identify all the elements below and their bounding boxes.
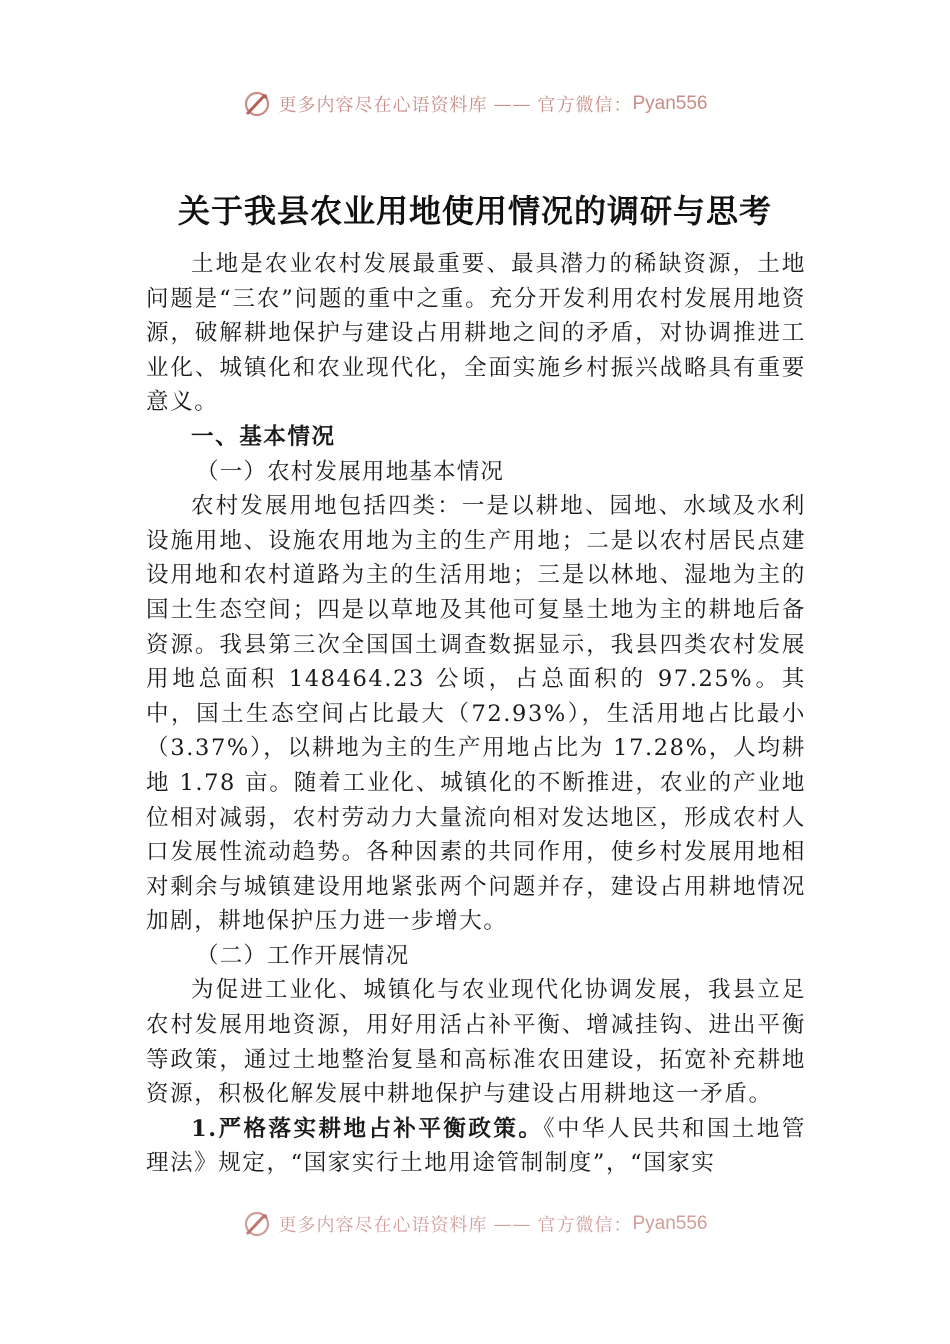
brush-logo-icon bbox=[242, 1209, 272, 1239]
document-body bbox=[146, 247, 806, 1181]
watermark-text: 更多内容尽在心语资料库 bbox=[278, 1215, 488, 1236]
subsection-heading-text: （二）工作开展情况 bbox=[196, 942, 410, 969]
brush-logo-icon bbox=[242, 89, 272, 119]
policy-item-lead: 1.严格落实耕地占补平衡政策。 bbox=[191, 1115, 544, 1142]
watermark-text: 更多内容尽在心语资料库 bbox=[278, 95, 488, 116]
watermark-handle: Pyan556 bbox=[632, 93, 708, 114]
watermark-handle: Pyan556 bbox=[632, 1213, 708, 1234]
subsection-heading-text: （一）农村发展用地基本情况 bbox=[196, 458, 505, 485]
watermark-separator: —— bbox=[493, 93, 532, 115]
policy-item-text: 《中华人民共和国土地管理法》规定，“国家实行土地用途管制制度”，“国家实 bbox=[146, 1115, 806, 1177]
section-heading-basic-situation: 一、基本情况 bbox=[191, 423, 336, 450]
subsection-heading-rural-land bbox=[146, 455, 806, 490]
watermark-banner-top bbox=[0, 84, 950, 124]
watermark-banner-bottom bbox=[0, 1204, 950, 1244]
watermark-wechat-label: 官方微信： bbox=[537, 1215, 633, 1236]
intro-paragraph: 土地是农业农村发展最重要、最具潜力的稀缺资源，土地问题是“三农”问题的重中之重。充分开发利用农村发展用地资源，破解耕地保护与建设占用耕地之间的矛盾，对协调推进工业化、城镇化和农业现代化，全面实施乡村振兴战略具有重要意义。 bbox=[146, 251, 806, 416]
rural-land-paragraph: 农村发展用地包括四类：一是以耕地、园地、水域及水利设施用地、设施农用地为主的生产用地；二是以农村居民点建设用地和农村道路为主的生活用地；三是以林地、湿地为主的国土生态空间；四是以草地及其他可复垦土地为主的耕地后备资源。我县第三次全国国土调查数据显示，我县四类农村发展用地总面积 148464.23 公顷，占总面积的 97.25%。其中，国土生态空间占比最大（72.93%），生活用地占比最小（3.37%），以耕地为主的生产用地占比为 17.28%，人均耕地 1.78 亩。随着工业化、城镇化的不断推进，农业的产业地位相对减弱，农村劳动力大量流向相对发达地区，形成农村人口发展性流动趋势。各种因素的共同作用，使乡村发展用地相对剩余与城镇建设用地紧张两个问题并存，建设占用耕地情况加剧，耕地保护压力进一步增大。 bbox=[146, 493, 806, 935]
watermark-wechat-label: 官方微信： bbox=[537, 95, 633, 116]
policy-item-paragraph bbox=[146, 1112, 806, 1181]
subsection-heading-work-progress bbox=[146, 939, 806, 974]
work-progress-paragraph: 为促进工业化、城镇化与农业现代化协调发展，我县立足农村发展用地资源，用好用活占补平衡、增减挂钩、进出平衡等政策，通过土地整治复垦和高标准农田建设，拓宽补充耕地资源，积极化解发展中耕地保护与建设占用耕地这一矛盾。 bbox=[146, 977, 806, 1108]
watermark-separator: —— bbox=[493, 1213, 532, 1235]
document-title: 关于我县农业用地使用情况的调研与思考 bbox=[177, 192, 772, 230]
